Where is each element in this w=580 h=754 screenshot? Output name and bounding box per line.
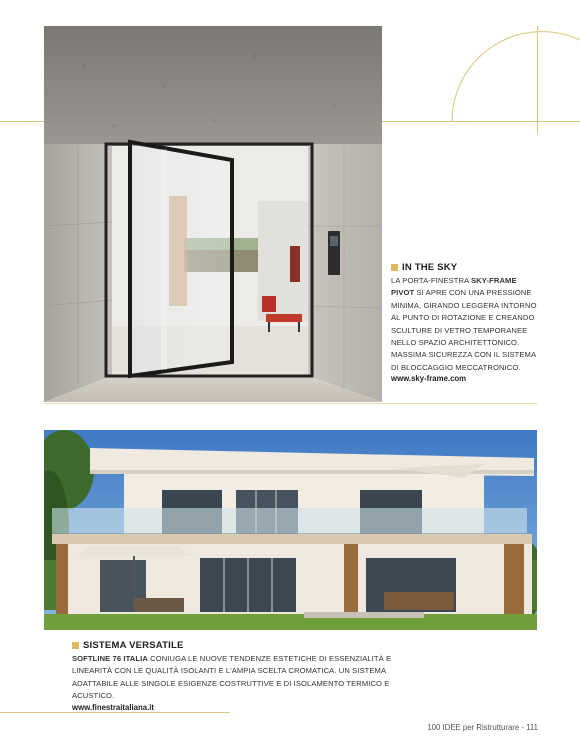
deco-arc <box>440 26 580 136</box>
bottom-caption-heading: SISTEMA VERSATILE <box>72 640 432 651</box>
bullet-square-icon <box>72 642 79 649</box>
top-caption-link[interactable]: www.sky-frame.com <box>391 374 467 384</box>
pivot-door-photo <box>44 26 382 402</box>
bottom-caption-link[interactable]: www.finestraitaliana.it <box>72 702 155 712</box>
deco-line-mid <box>45 403 537 404</box>
bottom-caption <box>72 640 432 712</box>
top-caption-heading: IN THE SKY <box>391 262 541 273</box>
deco-line-bottom <box>0 712 230 713</box>
top-caption <box>391 262 541 383</box>
brand-name: SKY-FRAME PIVOT <box>391 276 517 298</box>
top-caption-body: LA PORTA-FINESTRA SKY-FRAME PIVOT SI APRE CON UNA PRESSIONE MINIMA, GIRANDO LEGGERA INTORNO AL PUNTO DI ROTAZIONE E CREANDO SCULTURE DI VETRO TEMPORANEE NELLO SPAZIO ARCHITETTONICO. MASSIMA SICUREZZA CON IL SISTEMA DI BLOCCAGGIO MECCATRONICO. <box>391 276 537 372</box>
deco-line-top-left <box>0 121 44 122</box>
page-footer: 100 IDEE per Ristrutturare - 111 <box>427 723 538 732</box>
bullet-square-icon <box>391 264 398 271</box>
villa-photo <box>44 430 537 630</box>
bottom-caption-body: SOFTLINE 76 ITALIA CONIUGA LE NUOVE TENDENZE ESTETICHE DI ESSENZIALITÀ E LINEARITÀ CON LE QUALITÀ ISOLANTI E L'AMPIA SCELTA CROMATICA. UN SISTEMA ADATTABILE ALLE SINGOLE ESIGENZE COSTRUTTIVE E DI ISOLAMENTO TERMICO E ACUSTICO. <box>72 654 392 701</box>
brand-name: SOFTLINE 76 ITALIA <box>72 654 148 663</box>
